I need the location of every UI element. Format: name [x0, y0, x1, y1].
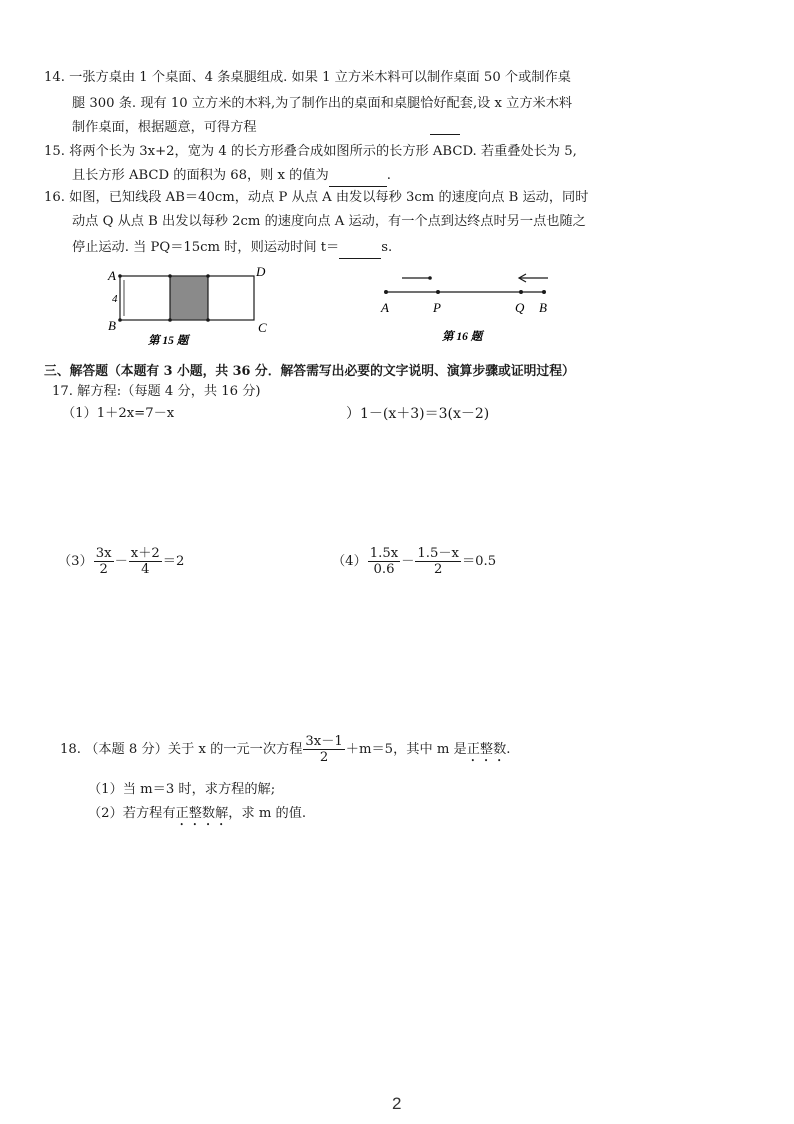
q18-sub2	[88, 804, 306, 829]
q15-answer-blank	[329, 166, 387, 187]
q18-sub2-b: ，求 m 的值.	[228, 806, 307, 821]
q18-frac	[303, 734, 344, 765]
q17-title: 17. 解方程:（每题 4 分，共 16 分)	[52, 384, 261, 399]
q17-part3	[58, 546, 184, 577]
fig15-caption: 第 15 题	[148, 335, 189, 347]
q17-part1: （1）1＋2x=7－x	[62, 406, 175, 421]
q14-line1: 14. 一张方桌由 1 个桌面、4 条桌腿组成. 如果 1 立方米木料可以制作桌面 50 个或制作桌	[44, 70, 571, 85]
fig16-label-a: A	[381, 300, 389, 315]
frac-denominator: 2	[319, 750, 329, 765]
page-number: 2	[392, 1094, 402, 1113]
frac-denominator: 2	[99, 562, 108, 577]
q17-part3-frac1	[94, 546, 114, 577]
q17-part4-label: （4）	[332, 554, 367, 569]
q15-line1: 15. 将两个长为 3x+2，宽为 4 的长方形叠合成如图所示的长方形 ABCD. 若重叠处长为 5,	[44, 144, 577, 159]
fig16-caption: 第 16 题	[442, 331, 483, 343]
minus-sign: －	[401, 554, 415, 569]
fig16-label-p: P	[433, 300, 441, 315]
q18-after-frac: ＋m＝5，其中 m 是	[345, 742, 467, 757]
fig15-label-a: A	[108, 268, 116, 283]
q15-line2-text: 且长方形 ABCD 的面积为 68，则 x 的值为	[72, 168, 329, 183]
q17-part4-rhs: ＝0.5	[461, 554, 497, 569]
frac-denominator: 0.6	[373, 562, 395, 577]
q18-sub1: （1）当 m＝3 时，求方程的解;	[88, 782, 276, 797]
frac-numerator: 3x－1	[305, 734, 343, 749]
q17-part4-frac1	[368, 546, 400, 577]
q14-line3: 制作桌面，根据题意，可得方程	[72, 120, 257, 135]
frac-numerator: 1.5－x	[417, 546, 459, 561]
frac-numerator: 1.5x	[369, 546, 399, 561]
overlap-region	[170, 276, 208, 320]
q17-part3-frac2	[129, 546, 162, 577]
q17-part3-label: （3）	[58, 554, 93, 569]
minus-sign: －	[114, 554, 128, 569]
fig15-label-d: D	[256, 264, 266, 279]
q15-period: .	[386, 168, 391, 183]
q18-sub2-emphasis: 正整数解	[175, 806, 229, 821]
q16-unit: s.	[381, 240, 393, 255]
frac-numerator: 3x	[95, 546, 112, 561]
figure-16	[372, 266, 562, 348]
fig16-label-q: Q	[515, 300, 525, 315]
q16-line3	[72, 238, 392, 259]
q18-sub2-a: （2）若方程有	[88, 806, 176, 821]
fig15-label-b: B	[108, 318, 116, 333]
q16-answer-blank	[339, 238, 381, 259]
q18-intro: 18. （本题 8 分）关于 x 的一元一次方程	[60, 742, 303, 757]
q17-part4	[332, 546, 496, 577]
q18-end: .	[506, 742, 511, 757]
q14-line2: 腿 300 条. 现有 10 立方米的木料,为了制作出的桌面和桌腿恰好配套,设 x 立方米木料	[72, 96, 573, 111]
q15-line2	[72, 166, 391, 187]
fig15-width-label: 4	[112, 293, 118, 305]
q18-emphasis-positive-integer: 正整数	[466, 742, 507, 757]
q16-line3-text: 停止运动. 当 PQ＝15cm 时，则运动时间 t＝	[72, 240, 340, 255]
section-3-heading: 三、解答题（本题有 3 小题，共 36 分．解答需写出必要的文字说明、演算步骤或证明过程）	[44, 364, 575, 379]
fig15-label-c: C	[258, 320, 267, 335]
q16-line2: 动点 Q 从点 B 出发以每秒 2cm 的速度向点 A 运动，有一个点到达终点时另一点也随之	[72, 214, 586, 229]
fig16-label-b: B	[539, 300, 547, 315]
frac-numerator: x＋2	[130, 546, 160, 561]
q17-part4-frac2	[415, 546, 461, 577]
q18-statement	[60, 734, 510, 765]
q16-line1: 16. 如图，已知线段 AB＝40cm，动点 P 从点 A 由发以每秒 3cm 的速度向点 B 运动，同时	[44, 190, 589, 205]
q17-part3-rhs: ＝2	[162, 554, 185, 569]
q14-answer-blank	[430, 134, 460, 135]
figure-15	[100, 262, 300, 348]
frac-denominator: 2	[433, 562, 443, 577]
q17-part2: ）1－(x＋3)＝3(x－2)	[346, 406, 490, 422]
frac-denominator: 4	[141, 562, 150, 577]
